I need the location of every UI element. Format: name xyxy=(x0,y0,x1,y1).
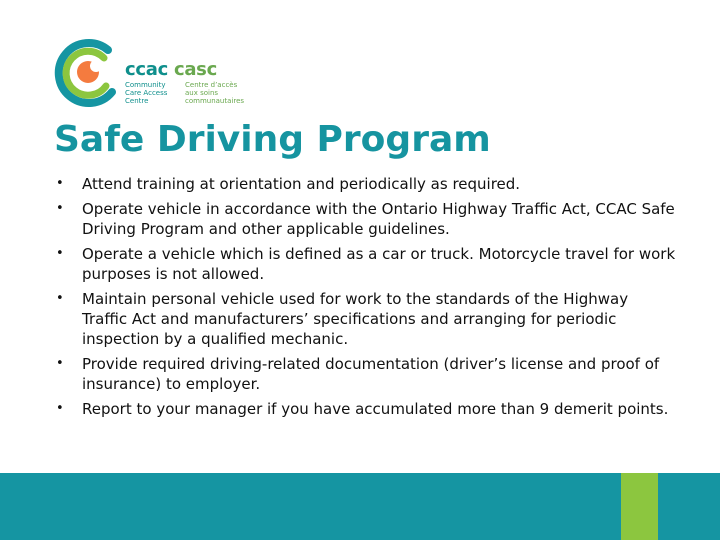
footer-band-teal xyxy=(0,473,621,540)
bullet-text: Report to your manager if you have accumulated more than 9 demerit points. xyxy=(82,400,669,418)
bullet-item xyxy=(56,354,676,394)
bullet-icon: • xyxy=(56,291,64,306)
bullet-text: Operate vehicle in accordance with the Ontario Highway Traffic Act, CCAC Safe Driving Program and other applicable guidelines. xyxy=(82,200,675,238)
footer-band-green xyxy=(621,473,658,540)
logo-brand-fr: casc xyxy=(173,59,217,80)
bullet-text: Attend training at orientation and periodically as required. xyxy=(82,175,521,193)
logo-subtitle-fr: Centre d’accès aux soins communautaires xyxy=(185,81,245,105)
bullet-text: Maintain personal vehicle used for work to the standards of the Highway Traffic Act and manufacturers’ specifications and arranging for periodic inspection by a qualified mechanic. xyxy=(82,290,629,348)
bullet-icon: • xyxy=(56,356,64,371)
bullet-icon: • xyxy=(56,176,64,191)
footer-band xyxy=(0,473,720,540)
bullet-item xyxy=(56,289,676,349)
bullet-icon: • xyxy=(56,201,64,216)
logo-wordmark xyxy=(125,61,244,105)
logo-subtitle-en: Community Care Access Centre xyxy=(125,81,168,105)
bullet-icon: • xyxy=(56,246,64,261)
bullet-text: Operate a vehicle which is defined as a car or truck. Motorcycle travel for work purposes is not allowed. xyxy=(82,245,676,283)
bullet-item xyxy=(56,174,676,194)
bullet-item xyxy=(56,199,676,239)
bullet-text: Provide required driving-related documentation (driver’s license and proof of insurance) to employer. xyxy=(82,355,660,393)
bullet-icon: • xyxy=(56,401,64,416)
logo-brand-en: ccac xyxy=(125,59,168,80)
bullet-item xyxy=(56,399,676,419)
footer-band-teal-right xyxy=(658,473,720,540)
ccac-logo-icon xyxy=(52,36,124,108)
slide-title: Safe Driving Program xyxy=(54,119,491,160)
bullet-list xyxy=(56,174,676,424)
bullet-item xyxy=(56,244,676,284)
ccac-logo xyxy=(52,36,252,112)
